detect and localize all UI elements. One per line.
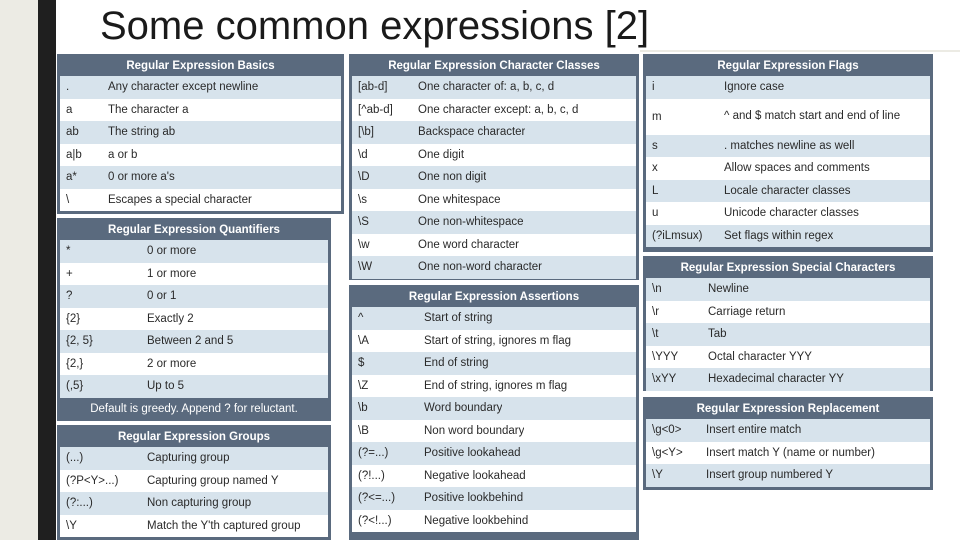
pattern-cell: \W — [358, 261, 373, 274]
character-classes-table — [349, 54, 639, 280]
pattern-cell: + — [66, 267, 73, 280]
description-cell: Negative lookbehind — [424, 514, 529, 527]
pattern-cell: \w — [358, 238, 370, 251]
table-row — [60, 240, 328, 263]
table-row — [60, 263, 328, 286]
pattern-cell: {2} — [66, 312, 81, 325]
special-characters-table — [643, 256, 933, 391]
description-cell: Ignore case — [724, 81, 785, 94]
pattern-cell: \Z — [358, 379, 369, 392]
pattern-cell: \b — [358, 402, 368, 415]
description-cell: Insert group numbered Y — [706, 469, 834, 482]
description-cell: Non capturing group — [147, 497, 252, 510]
table-row — [352, 121, 636, 144]
description-cell: Any character except newline — [108, 81, 259, 94]
pattern-cell: a|b — [66, 148, 82, 161]
description-cell: Escapes a special character — [108, 193, 252, 206]
special-characters-table-title: Regular Expression Special Characters — [680, 262, 896, 274]
pattern-cell: \ — [66, 193, 70, 206]
table-row — [646, 323, 930, 346]
description-cell: Octal character YYY — [708, 350, 812, 363]
description-cell: a or b — [108, 148, 138, 161]
assertions-rows — [352, 307, 636, 532]
flags-table-title: Regular Expression Flags — [717, 60, 859, 72]
special-characters-rows — [646, 278, 930, 391]
description-cell: One character except: a, b, c, d — [418, 103, 579, 116]
quantifiers-rows — [60, 240, 328, 398]
description-cell: Carriage return — [708, 305, 786, 318]
table-row — [646, 99, 930, 135]
pattern-cell: \YYY — [652, 350, 679, 363]
description-cell: Exactly 2 — [147, 312, 194, 325]
table-row — [646, 278, 930, 301]
basics-table — [57, 54, 344, 214]
table-row — [60, 285, 328, 308]
table-row — [646, 180, 930, 203]
pattern-cell: i — [652, 81, 655, 94]
pattern-cell: \g<Y> — [652, 446, 683, 459]
description-cell: 2 or more — [147, 357, 197, 370]
pattern-cell: a* — [66, 171, 77, 184]
pattern-cell: [\b] — [358, 126, 374, 139]
description-cell: Match the Y'th captured group — [147, 519, 301, 532]
table-row — [60, 121, 341, 144]
pattern-cell: [ab-d] — [358, 81, 388, 94]
description-cell: Non word boundary — [424, 424, 525, 437]
table-row — [352, 211, 636, 234]
table-row — [352, 397, 636, 420]
description-cell: Positive lookbehind — [424, 492, 524, 505]
description-cell: Start of string, ignores m flag — [424, 334, 572, 347]
table-row — [352, 99, 636, 122]
left-margin-band — [0, 0, 38, 540]
table-row — [352, 189, 636, 212]
pattern-cell: (?<=...) — [358, 492, 396, 505]
table-row — [60, 189, 341, 212]
pattern-cell: $ — [358, 357, 365, 370]
replacement-table-title: Regular Expression Replacement — [696, 403, 880, 415]
groups-table-title: Regular Expression Groups — [117, 431, 271, 443]
description-cell: Negative lookahead — [424, 469, 526, 482]
pattern-cell: \s — [358, 193, 367, 206]
table-row — [352, 442, 636, 465]
table-row — [352, 307, 636, 330]
description-cell: Word boundary — [424, 402, 503, 415]
pattern-cell: (?=...) — [358, 447, 389, 460]
description-cell: One non-whitespace — [418, 216, 524, 229]
pattern-cell: \Y — [66, 519, 77, 532]
table-row — [60, 166, 341, 189]
description-cell: Insert match Y (name or number) — [706, 446, 875, 459]
description-cell: One character of: a, b, c, d — [418, 81, 555, 94]
pattern-cell: {2, 5} — [66, 335, 93, 348]
table-row — [646, 225, 930, 248]
table-row — [60, 375, 328, 398]
description-cell: Capturing group — [147, 452, 230, 465]
flags-table — [643, 54, 933, 252]
pattern-cell: ab — [66, 126, 79, 139]
pattern-cell: \B — [358, 424, 369, 437]
pattern-cell: (?!...) — [358, 469, 385, 482]
table-row — [646, 346, 930, 369]
pattern-cell: \n — [652, 283, 662, 296]
table-row — [60, 492, 328, 515]
description-cell: Unicode character classes — [724, 207, 859, 220]
pattern-cell: \g<0> — [652, 424, 682, 437]
description-cell: Up to 5 — [147, 380, 185, 393]
table-row — [646, 442, 930, 465]
greedy-note: Default is greedy. Append ? for reluctant. — [90, 402, 298, 415]
flags-rows — [646, 76, 930, 247]
table-row — [352, 256, 636, 279]
pattern-cell: u — [652, 207, 659, 220]
pattern-cell: (?iLmsux) — [652, 229, 703, 242]
table-row — [352, 352, 636, 375]
table-row — [352, 166, 636, 189]
table-row — [352, 76, 636, 99]
description-cell: Capturing group named Y — [147, 474, 279, 487]
table-row — [60, 76, 341, 99]
pattern-cell: (?:...) — [66, 497, 93, 510]
description-cell: 0 or 1 — [147, 290, 177, 303]
table-row — [646, 202, 930, 225]
replacement-rows — [646, 419, 930, 487]
pattern-cell: L — [652, 184, 659, 197]
pattern-cell: x — [652, 162, 658, 175]
table-row — [352, 487, 636, 510]
table-row — [646, 368, 930, 391]
table-row — [60, 144, 341, 167]
pattern-cell: \S — [358, 216, 369, 229]
pattern-cell: \t — [652, 328, 659, 341]
description-cell: 0 or more a's — [108, 171, 175, 184]
table-row — [352, 144, 636, 167]
pattern-cell: \Y — [652, 469, 663, 482]
pattern-cell: {2,} — [66, 357, 84, 370]
groups-rows — [60, 447, 328, 537]
pattern-cell: . — [66, 81, 70, 94]
table-row — [352, 330, 636, 353]
table-row — [646, 419, 930, 442]
description-cell: One word character — [418, 238, 519, 251]
description-cell: One non digit — [418, 171, 487, 184]
description-cell: The string ab — [108, 126, 176, 139]
pattern-cell: (?<!...) — [358, 514, 392, 527]
table-row — [60, 99, 341, 122]
character-classes-table-title: Regular Expression Character Classes — [388, 60, 600, 72]
description-cell: Tab — [708, 328, 727, 341]
table-row — [352, 375, 636, 398]
pattern-cell: \D — [358, 171, 370, 184]
description-cell: One digit — [418, 148, 465, 161]
pattern-cell: \r — [652, 305, 660, 318]
pattern-cell: (?P<Y>...) — [66, 474, 119, 487]
pattern-cell: (...) — [66, 452, 84, 465]
table-row — [646, 157, 930, 180]
description-cell: Locale character classes — [724, 184, 851, 197]
pattern-cell: \A — [358, 334, 369, 347]
page-title: Some common expressions [2] — [100, 4, 650, 48]
table-row — [60, 470, 328, 493]
description-cell: Set flags within regex — [724, 229, 834, 242]
basics-rows — [60, 76, 341, 211]
table-row — [352, 420, 636, 443]
description-cell: Backspace character — [418, 126, 526, 139]
description-cell: . matches newline as well — [724, 139, 855, 152]
table-row — [646, 135, 930, 158]
description-cell: One non-word character — [418, 261, 543, 274]
pattern-cell: \xYY — [652, 373, 677, 386]
description-cell: Positive lookahead — [424, 447, 521, 460]
table-row — [352, 234, 636, 257]
table-row — [646, 76, 930, 99]
table-row — [352, 510, 636, 533]
description-cell: End of string — [424, 357, 489, 370]
pattern-cell: [^ab-d] — [358, 103, 393, 116]
table-row — [646, 464, 930, 487]
table-row — [352, 465, 636, 488]
description-cell: ^ and $ match start and end of line — [724, 110, 901, 122]
quantifiers-table-title: Regular Expression Quantifiers — [108, 224, 280, 236]
title-underline — [640, 50, 960, 52]
description-cell: Hexadecimal character YY — [708, 373, 844, 386]
pattern-cell: a — [66, 103, 73, 116]
pattern-cell: ^ — [358, 312, 364, 325]
description-cell: Between 2 and 5 — [147, 335, 234, 348]
table-row — [60, 308, 328, 331]
description-cell: Start of string — [424, 312, 493, 325]
description-cell: End of string, ignores m flag — [424, 379, 568, 392]
description-cell: One whitespace — [418, 193, 501, 206]
basics-table-title: Regular Expression Basics — [126, 60, 275, 72]
assertions-table — [349, 285, 639, 540]
table-row — [60, 353, 328, 376]
description-cell: 1 or more — [147, 267, 197, 280]
pattern-cell: (,5} — [66, 380, 84, 393]
description-cell: Allow spaces and comments — [724, 162, 870, 175]
table-row — [60, 515, 328, 538]
table-row — [60, 330, 328, 353]
quantifiers-table — [57, 218, 331, 421]
pattern-cell: m — [652, 110, 662, 123]
assertions-table-title: Regular Expression Assertions — [408, 291, 580, 303]
replacement-table — [643, 397, 933, 490]
pattern-cell: * — [66, 245, 71, 258]
groups-table — [57, 425, 331, 540]
left-accent-bar — [38, 0, 56, 540]
description-cell: The character a — [108, 103, 189, 116]
pattern-cell: s — [652, 139, 658, 152]
description-cell: Newline — [708, 283, 749, 296]
pattern-cell: ? — [66, 290, 73, 303]
table-row — [60, 447, 328, 470]
description-cell: Insert entire match — [706, 424, 802, 437]
table-row — [646, 301, 930, 324]
character-classes-rows — [352, 76, 636, 279]
pattern-cell: \d — [358, 148, 368, 161]
description-cell: 0 or more — [147, 245, 197, 258]
